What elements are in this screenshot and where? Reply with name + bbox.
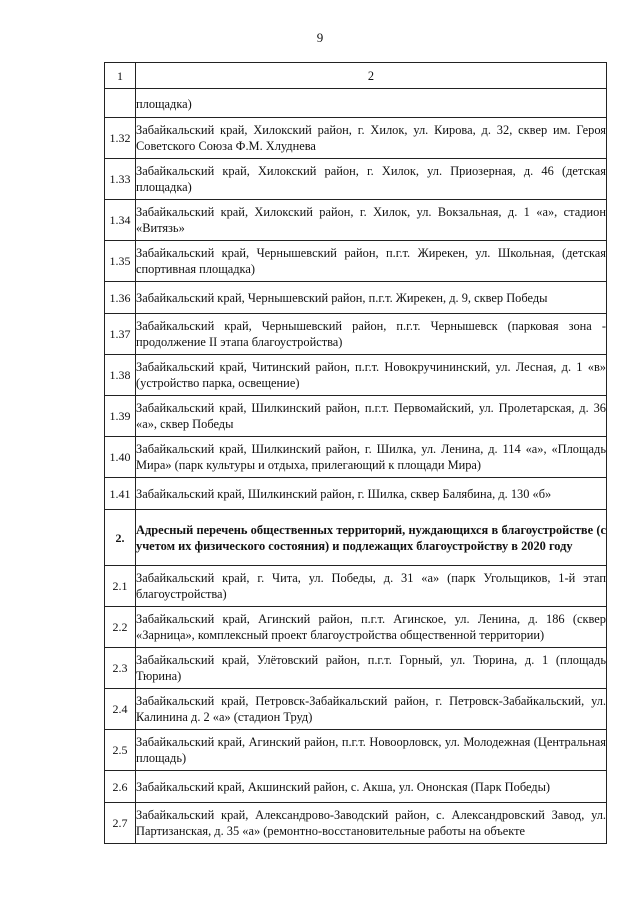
row-address: Забайкальский край, Хилокский район, г. Хилок, ул. Вокзальная, д. 1 «а», стадион «Витязь» xyxy=(136,200,607,241)
table-row xyxy=(105,478,607,510)
table-row xyxy=(105,89,607,118)
row-number xyxy=(105,89,136,118)
row-address: площадка) xyxy=(136,89,607,118)
row-number: 2.6 xyxy=(105,771,136,803)
table-row xyxy=(105,396,607,437)
table-row xyxy=(105,241,607,282)
table-row xyxy=(105,607,607,648)
row-address: Забайкальский край, Шилкинский район, г. Шилка, сквер Балябина, д. 130 «б» xyxy=(136,478,607,510)
table-row xyxy=(105,355,607,396)
column-header-number: 1 xyxy=(105,63,136,89)
column-header-address: 2 xyxy=(136,63,607,89)
row-number: 1.40 xyxy=(105,437,136,478)
table-row xyxy=(105,282,607,314)
row-number: 2.1 xyxy=(105,566,136,607)
section-title: Адресный перечень общественных территорий, нуждающихся в благоустройстве (с учетом их физического состояния) и подлежащих благоустройству в 2020 году xyxy=(136,510,607,566)
table-row xyxy=(105,689,607,730)
row-address: Забайкальский край, Агинский район, п.г.т. Агинское, ул. Ленина, д. 186 (сквер «Зарница», комплексный проект благоустройства общественной территории) xyxy=(136,607,607,648)
row-address: Забайкальский край, Читинский район, п.г.т. Новокручининский, ул. Лесная, д. 1 «в» (устройство парка, освещение) xyxy=(136,355,607,396)
row-address: Забайкальский край, Шилкинский район, г. Шилка, ул. Ленина, д. 114 «а», «Площадь Мира» (парк культуры и отдыха, прилегающий к площади Мира) xyxy=(136,437,607,478)
row-address: Забайкальский край, Хилокский район, г. Хилок, ул. Приозерная, д. 46 (детская площадка) xyxy=(136,159,607,200)
row-number: 1.33 xyxy=(105,159,136,200)
row-number: 1.32 xyxy=(105,118,136,159)
row-number: 1.41 xyxy=(105,478,136,510)
row-address: Забайкальский край, г. Чита, ул. Победы, д. 31 «а» (парк Угольщиков, 1-й этап благоустройства) xyxy=(136,566,607,607)
table-row xyxy=(105,771,607,803)
table-row xyxy=(105,437,607,478)
row-address: Забайкальский край, Чернышевский район, п.г.т. Жирекен, д. 9, сквер Победы xyxy=(136,282,607,314)
row-address: Забайкальский край, Хилокский район, г. Хилок, ул. Кирова, д. 32, сквер им. Героя Советского Союза Ф.М. Хлуднева xyxy=(136,118,607,159)
page-number: 9 xyxy=(316,30,324,45)
section-heading-row xyxy=(105,510,607,566)
row-address: Забайкальский край, Акшинский район, с. Акша, ул. Ононская (Парк Победы) xyxy=(136,771,607,803)
table-row xyxy=(105,566,607,607)
row-number: 2.7 xyxy=(105,803,136,844)
table-row xyxy=(105,159,607,200)
row-number: 1.35 xyxy=(105,241,136,282)
row-address: Забайкальский край, Агинский район, п.г.т. Новоорловск, ул. Молодежная (Центральная площадь) xyxy=(136,730,607,771)
row-number: 2.3 xyxy=(105,648,136,689)
row-number: 1.39 xyxy=(105,396,136,437)
row-number: 1.38 xyxy=(105,355,136,396)
row-number: 1.34 xyxy=(105,200,136,241)
row-number: 2.4 xyxy=(105,689,136,730)
table-row xyxy=(105,648,607,689)
row-number: 2.2 xyxy=(105,607,136,648)
table-row xyxy=(105,803,607,844)
row-address: Забайкальский край, Шилкинский район, п.г.т. Первомайский, ул. Пролетарская, д. 36 «а», сквер Победы xyxy=(136,396,607,437)
table-row xyxy=(105,730,607,771)
row-address: Забайкальский край, Чернышевский район, п.г.т. Чернышевск (парковая зона - продолжение II этапа благоустройства) xyxy=(136,314,607,355)
row-address: Забайкальский край, Александрово-Заводский район, с. Александровский Завод, ул. Партизанская, д. 35 «а» (ремонтно-восстановительные работы на объекте xyxy=(136,803,607,844)
row-address: Забайкальский край, Улётовский район, п.г.т. Горный, ул. Тюрина, д. 1 (площадь Тюрина) xyxy=(136,648,607,689)
table-header-row xyxy=(105,63,607,89)
territories-table xyxy=(104,62,607,844)
table-row xyxy=(105,200,607,241)
row-address: Забайкальский край, Чернышевский район, п.г.т. Жирекен, ул. Школьная, (детская спортивная площадка) xyxy=(136,241,607,282)
row-number: 1.36 xyxy=(105,282,136,314)
table-row xyxy=(105,118,607,159)
row-number: 2.5 xyxy=(105,730,136,771)
table-row xyxy=(105,314,607,355)
row-number: 1.37 xyxy=(105,314,136,355)
section-number: 2. xyxy=(105,510,136,566)
row-address: Забайкальский край, Петровск-Забайкальский район, г. Петровск-Забайкальский, ул. Калинина д. 2 «а» (стадион Труд) xyxy=(136,689,607,730)
